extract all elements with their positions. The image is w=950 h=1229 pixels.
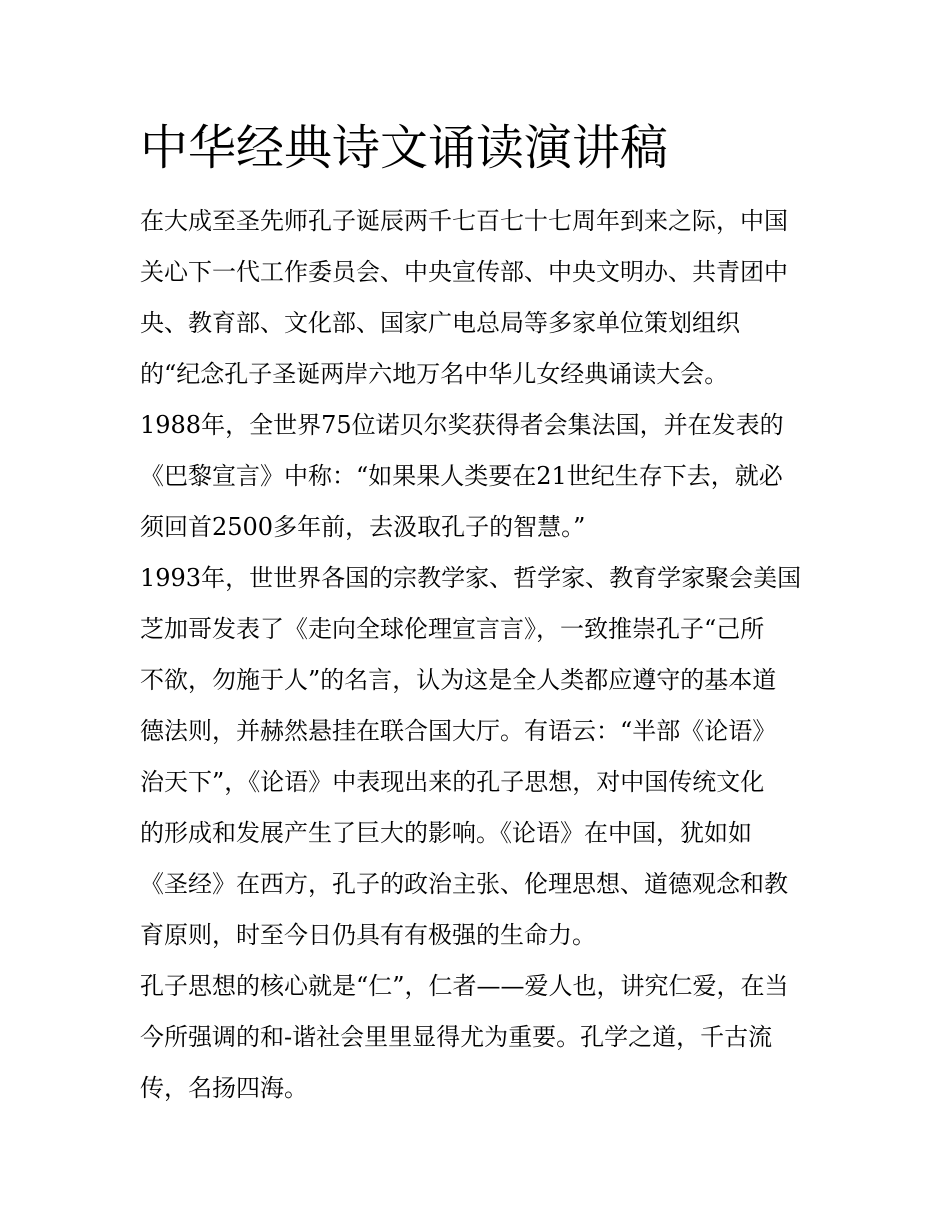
body-line: 芝加哥发表了《走向全球伦理宣言言》，一致推崇孔子“己所 [140, 615, 765, 643]
document-title: 中华经典诗文诵读演讲稿 [140, 120, 669, 176]
body-line: 《巴黎宣言》中称：“如果果人类要在21世纪生存下去，就必 [140, 462, 783, 490]
body-line: 治天下”，《论语》中表现出来的孔子思想，对中国传统文化 [140, 768, 765, 796]
body-line: 关心下一代工作委员会、中央宣传部、中央文明办、共青团中 [140, 258, 788, 286]
body-line: 《圣经》在西方，孔子的政治主张、伦理思想、道德观念和教 [140, 870, 788, 898]
body-line: 传，名扬四海。 [140, 1074, 308, 1102]
body-line: 不欲，勿施于人”的名言，认为这是全人类都应遵守的基本道 [140, 666, 777, 694]
body-line: 育原则，时至今日仍具有有极强的生命力。 [140, 921, 596, 949]
body-line: 的“纪念孔子圣诞两岸六地万名中华儿女经典诵读大会。 [140, 360, 729, 388]
document-body [140, 196, 820, 1114]
body-line: 1993年，世世界各国的宗教学家、哲学家、教育学家聚会美国 [140, 564, 802, 592]
body-line: 须回首2500多年前，去汲取孔子的智慧。” [140, 513, 586, 541]
body-line: 的形成和发展产生了巨大的影响。《论语》在中国，犹如如 [140, 819, 752, 847]
body-line: 今所强调的和-谐社会里里显得尤为重要。孔学之道，千古流 [140, 1023, 773, 1051]
body-line: 在大成至圣先师孔子诞辰两千七百七十七周年到来之际，中国 [140, 207, 788, 235]
body-line: 孔子思想的核心就是“仁”，仁者——爱人也，讲究仁爱，在当 [140, 972, 789, 1000]
body-line: 央、教育部、文化部、国家广电总局等多家单位策划组织 [140, 309, 740, 337]
body-line: 德法则，并赫然悬挂在联合国大厅。有语云：“半部《论语》 [140, 717, 777, 745]
body-line: 1988年，全世界75位诺贝尔奖获得者会集法国，并在发表的 [140, 411, 784, 439]
